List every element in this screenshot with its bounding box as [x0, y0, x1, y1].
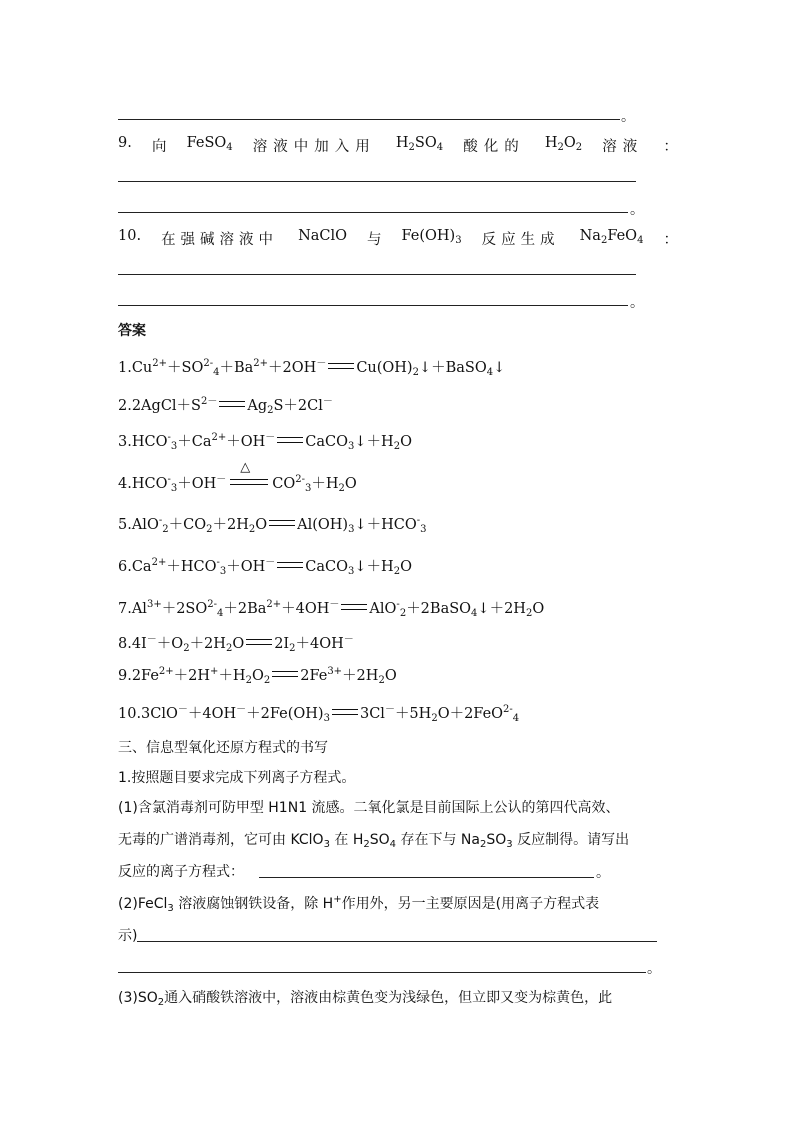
formula-h2o2: $H_2O_2$: [544, 135, 583, 153]
answer-blank-line: [118, 212, 628, 213]
answer-1: $1.Cu^{2+}+SO^{2-}_4+Ba^{2+}+2OH^-$ $Cu(OH)_2↓+BaSO_4↓$: [118, 358, 506, 378]
answer-blank-line: [137, 941, 657, 942]
prompt-text: 反应的离子方程式：: [118, 864, 244, 880]
answers-heading: 答案: [118, 323, 146, 339]
question-text: 与: [367, 232, 382, 248]
answer-blank-line: [118, 274, 636, 275]
heat-symbol: △: [240, 460, 251, 475]
answer-blank-line: [118, 181, 636, 182]
formula-feoh3: $Fe(OH)_3$: [401, 228, 462, 246]
paragraph-1-line-2: 无毒的广谱消毒剂，它可由 KClO$_3$ 在 $H_2SO_4$ 存在下与 $Na_2SO_3$ 反应制得。请写出: [118, 832, 630, 850]
question-text: 溶液: [602, 139, 644, 155]
formula-na2feo4: $Na_2FeO_4$: [579, 228, 644, 246]
answer-blank-line: [259, 877, 594, 878]
answer-7: $7.Al^{3+}+2SO^{2-}_4+2Ba^{2+}+4OH^-$ $AlO^-_2+2BaSO_4↓+2H_2O$: [118, 599, 545, 619]
answer-10: $10.3ClO^-+4OH^-+2Fe(OH)_3$ $3Cl^-+5H_2O+2FeO^{2-}_4$: [118, 704, 520, 724]
answer-blank-line: [118, 119, 620, 120]
answer-8: $8.4I^-+O_2+2H_2O$ $2I_2+4OH^-$: [118, 634, 354, 654]
paragraph-2-line-1: (2)FeCl$_3$ 溶液腐蚀钢铁设备，除 H+作用外，另一主要原因是(用离子方程式表: [118, 894, 600, 914]
period-mark: 。: [621, 109, 635, 125]
question-number: 10.: [118, 228, 142, 244]
period-mark: 。: [630, 295, 644, 311]
answer-blank-line: [118, 305, 628, 306]
section-heading: 三、信息型氧化还原方程式的书写: [118, 740, 328, 756]
answer-9: $9.2Fe^{2+}+2H^++H_2O_2$ $2Fe^{3+}+2H_2O$: [118, 666, 397, 686]
paragraph-1-line-1: (1)含氯消毒剂可防甲型 H1N1 流感。二氧化氯是目前国际上公认的第四代高效、: [118, 800, 620, 816]
period-mark: 。: [596, 865, 610, 881]
answer-6: $6.Ca^{2+}+HCO^-_3+OH^-$ $CaCO_3↓+H_2O$: [118, 557, 412, 577]
period-mark: 。: [647, 961, 661, 977]
colon: ：: [663, 139, 678, 155]
period-mark: 。: [630, 202, 644, 218]
paragraph-3-line-1: $(3)SO_2$通入硝酸铁溶液中，溶液由棕黄色变为浅绿色，但立即又变为棕黄色，此: [118, 990, 613, 1008]
question-9: [118, 135, 678, 156]
question-text: 向: [151, 139, 167, 155]
question-text: 在强碱溶液中: [161, 232, 279, 248]
formula-naclo: NaClO: [298, 228, 348, 244]
question-10: [118, 228, 678, 249]
paragraph-1-line-3: [118, 861, 244, 881]
answer-2: $2.2AgCl+S^{2-}$ $Ag_2S+2Cl^-$: [118, 396, 333, 416]
question-text: 溶液中加入用: [252, 139, 376, 155]
answer-3: $3.HCO^-_3+Ca^{2+}+OH^-$ $CaCO_3↓+H_2O$: [118, 432, 412, 452]
colon: ：: [663, 232, 678, 248]
answer-blank-line: [118, 972, 646, 973]
question-number: 9.: [118, 135, 132, 151]
question-text: 酸化的: [463, 139, 525, 155]
section-subheading: 1.按照题目要求完成下列离子方程式。: [118, 770, 356, 786]
question-text: 反应生成: [481, 232, 560, 248]
answer-5: $5.AlO^-_2+CO_2+2H_2O$ $Al(OH)_3↓+HCO^-_3$: [118, 515, 427, 535]
formula-feso4: FeSO$_4$: [186, 135, 233, 153]
formula-h2so4: $H_2SO_4$: [395, 135, 444, 153]
answer-4: $4.HCO^-_3+OH^-$ △ $CO^{2-}_3+H_2O$: [118, 460, 357, 494]
paragraph-2-line-2: 示): [118, 928, 138, 944]
